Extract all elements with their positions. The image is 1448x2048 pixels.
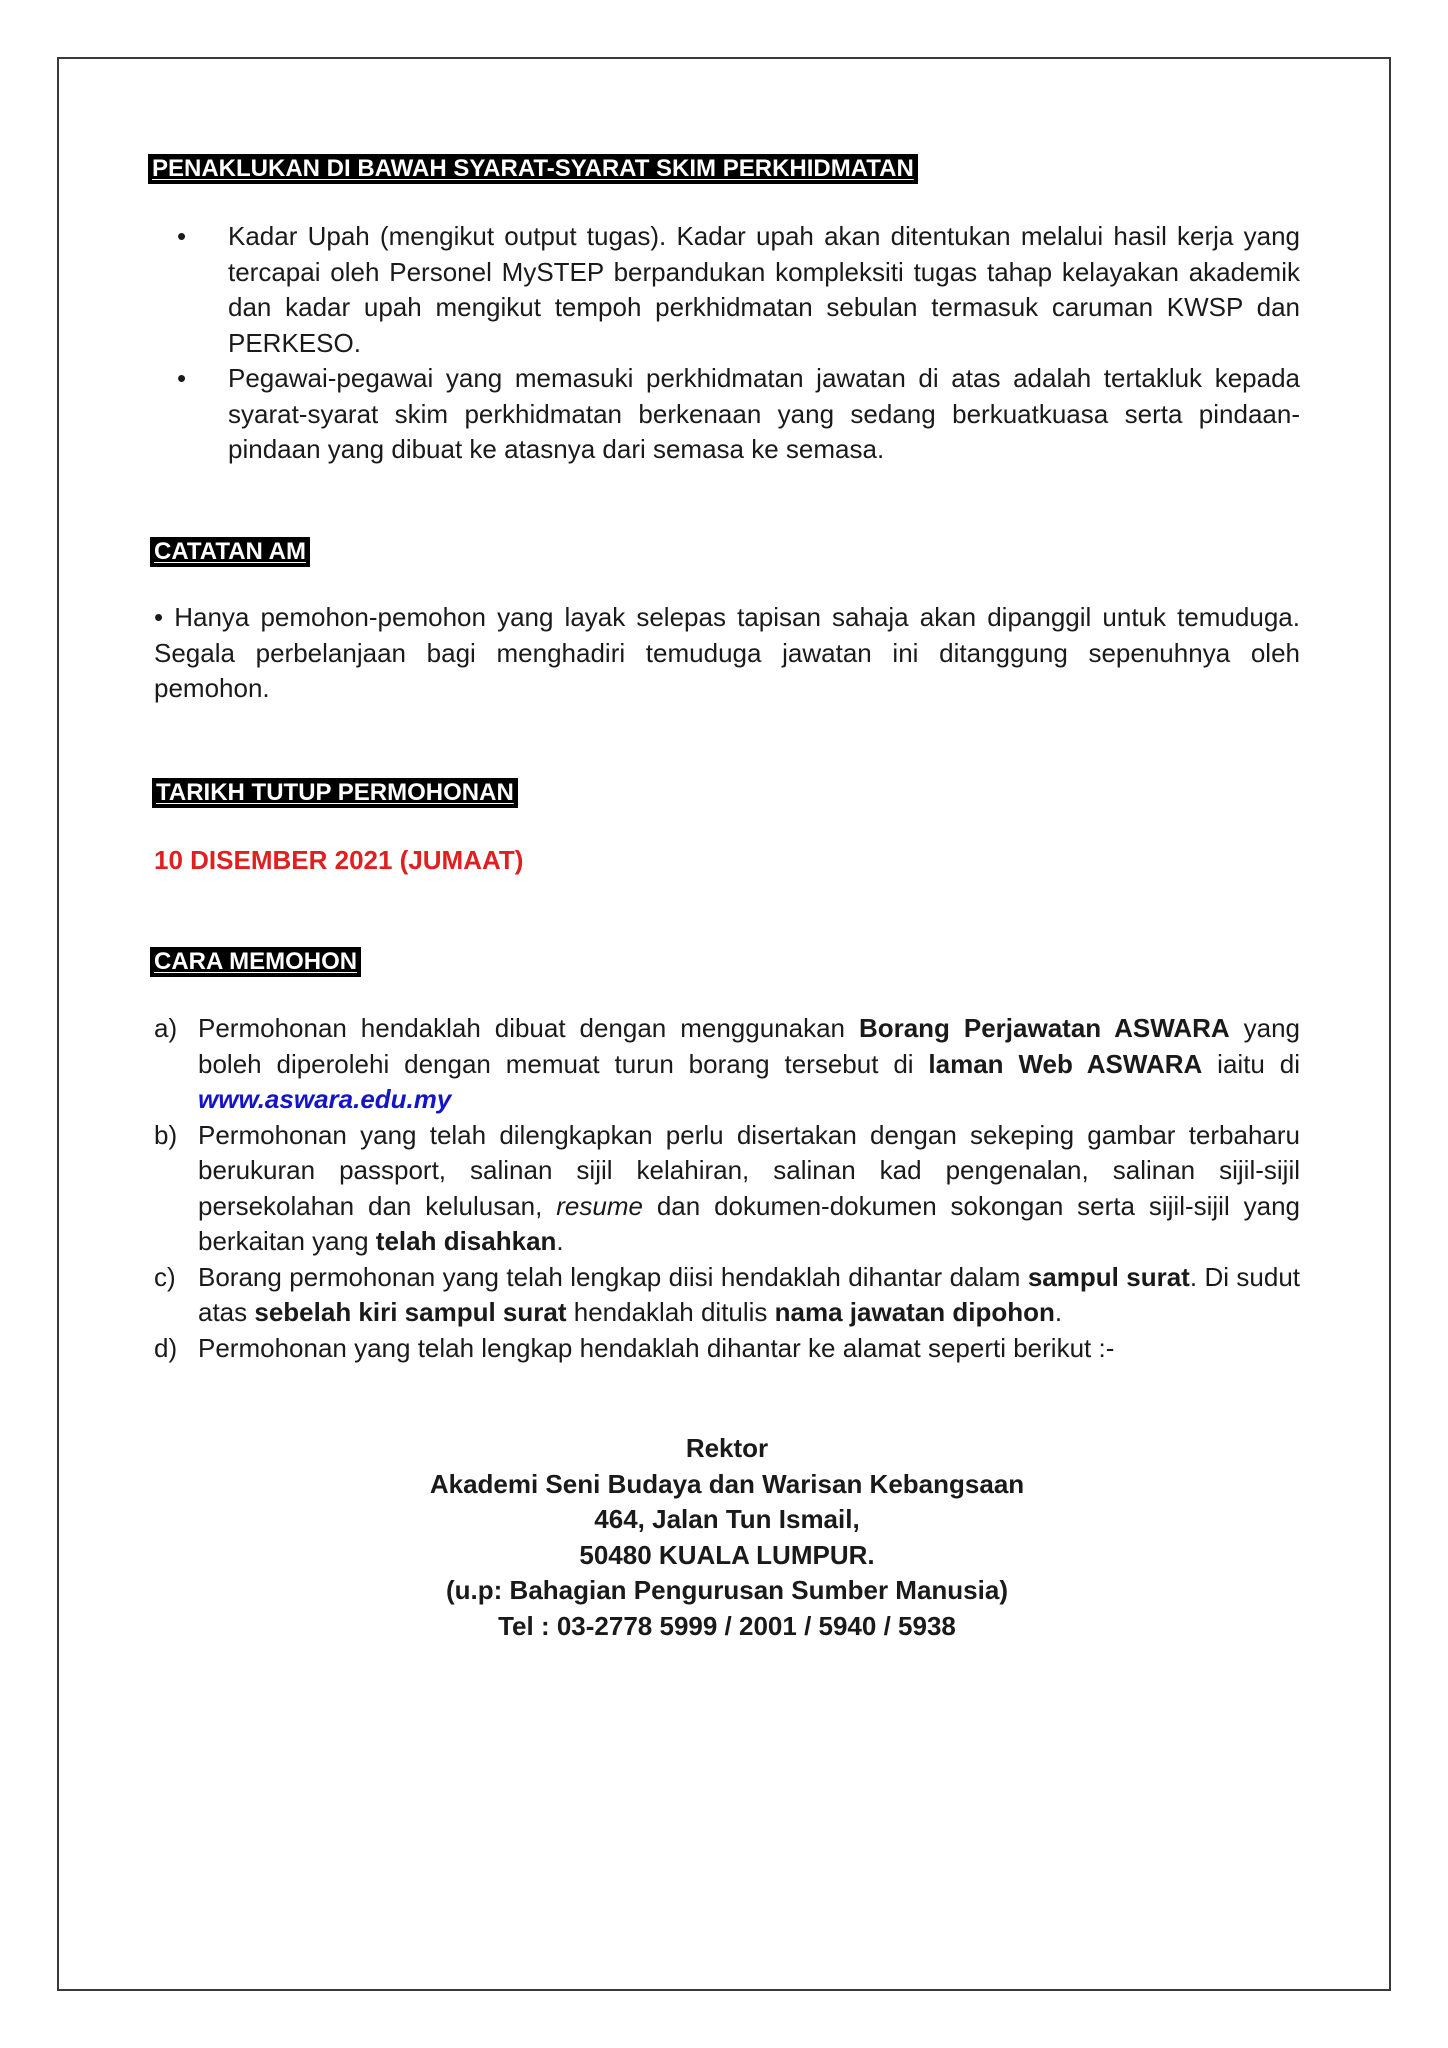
step-text: . bbox=[1054, 1297, 1063, 1327]
list-item bbox=[154, 1331, 1300, 1367]
phone-line: Tel : 03-2778 5999 / 2001 / 5940 / 5938 bbox=[498, 1610, 956, 1641]
terms-bullet-list bbox=[170, 219, 1300, 468]
list-item bbox=[170, 219, 1300, 361]
step-marker: c) bbox=[154, 1261, 176, 1292]
list-item bbox=[154, 1118, 1300, 1260]
envelope-note: sampul surat bbox=[1027, 1261, 1190, 1292]
mailing-address bbox=[154, 1431, 1300, 1644]
step-text: Permohonan yang telah dilengkapkan perlu disertakan dengan sekeping gambar terbaharu berukuran passport, salinan sijil kelahiran, salinan kad pengenalan, salinan sijil-sijil persekolahan dan kelulusan, bbox=[198, 1119, 1300, 1221]
resume-word: resume bbox=[556, 1190, 643, 1221]
step-text: Permohonan hendaklah dibuat dengan menggunakan bbox=[198, 1013, 859, 1043]
step-text: iaitu di bbox=[1202, 1048, 1300, 1079]
step-text: Borang permohonan yang telah lengkap diisi hendaklah dihantar dalam bbox=[198, 1261, 1028, 1292]
address-line: 464, Jalan Tun Ismail, bbox=[594, 1504, 860, 1534]
step-text: hendaklah ditulis bbox=[566, 1297, 775, 1327]
address-line: Rektor bbox=[685, 1433, 769, 1463]
terms-bullet-text: Pegawai-pegawai yang memasuki perkhidmatan jawatan di atas adalah tertakluk kepada syarat-syarat skim perkhidmatan berkenaan yang sedang berkuatkuasa serta pindaan-pindaan yang dibuat ke atasnya dari semasa ke semasa. bbox=[228, 363, 1300, 464]
step-text: . Di sudut atas bbox=[198, 1261, 1301, 1327]
terms-bullet-text: Kadar Upah (mengikut output tugas). Kadar upah akan ditentukan melalui hasil kerja yang tercapai oleh Personel MySTEP berpandukan kompleksiti tugas tahap kelayakan akademik dan kadar upah mengikut tempoh perkhidmatan sebulan termasuk caruman KWSP dan PERKESO. bbox=[228, 221, 1300, 358]
address-line: (u.p: Bahagian Pengurusan Sumber Manusia) bbox=[446, 1575, 1008, 1605]
website-name: laman Web ASWARA bbox=[928, 1048, 1203, 1079]
certified-note: telah disahkan bbox=[375, 1226, 557, 1256]
step-text: . bbox=[556, 1226, 564, 1256]
notes-text: • Hanya pemohon-pemohon yang layak selepas tapisan sahaja akan dipanggil untuk temuduga. Segala perbelanjaan bagi menghadiri temuduga jawatan ini ditanggung sepenuhnya oleh pemohon. bbox=[154, 602, 1300, 703]
envelope-corner-note: sebelah kiri sampul surat bbox=[254, 1297, 567, 1327]
list-item bbox=[170, 361, 1300, 468]
step-marker: d) bbox=[154, 1332, 178, 1363]
address-line: 50480 KUALA LUMPUR. bbox=[579, 1539, 875, 1570]
terms-heading: PENAKLUKAN DI BAWAH SYARAT-SYARAT SKIM PERKHIDMATAN bbox=[148, 154, 918, 184]
bullet-icon: • bbox=[177, 363, 187, 393]
notes-heading: CATATAN AM bbox=[150, 537, 310, 567]
closing-heading: TARIKH TUTUP PERMOHONAN bbox=[152, 778, 518, 808]
step-text: Permohonan yang telah lengkap hendaklah dihantar ke alamat seperti berikut :- bbox=[198, 1332, 1115, 1363]
bullet-icon: • bbox=[177, 221, 187, 251]
apply-steps bbox=[154, 1011, 1300, 1366]
step-text: dan dokumen-dokumen sokongan serta sijil-sijil yang berkaitan yang bbox=[198, 1190, 1301, 1256]
apply-heading: CARA MEMOHON bbox=[150, 947, 361, 977]
position-name-note: nama jawatan dipohon bbox=[774, 1297, 1055, 1327]
website-link[interactable]: www.aswara.edu.my bbox=[198, 1084, 452, 1114]
step-marker: b) bbox=[154, 1119, 178, 1150]
list-item bbox=[154, 1011, 1300, 1118]
step-marker: a) bbox=[154, 1013, 178, 1043]
form-name: Borang Perjawatan ASWARA bbox=[858, 1013, 1230, 1043]
step-text: yang boleh diperolehi dengan memuat turun borang tersebut di bbox=[198, 1013, 1300, 1079]
closing-date: 10 DISEMBER 2021 (JUMAAT) bbox=[154, 845, 524, 875]
list-item bbox=[154, 1260, 1300, 1331]
address-line: Akademi Seni Budaya dan Warisan Kebangsaan bbox=[429, 1468, 1025, 1499]
